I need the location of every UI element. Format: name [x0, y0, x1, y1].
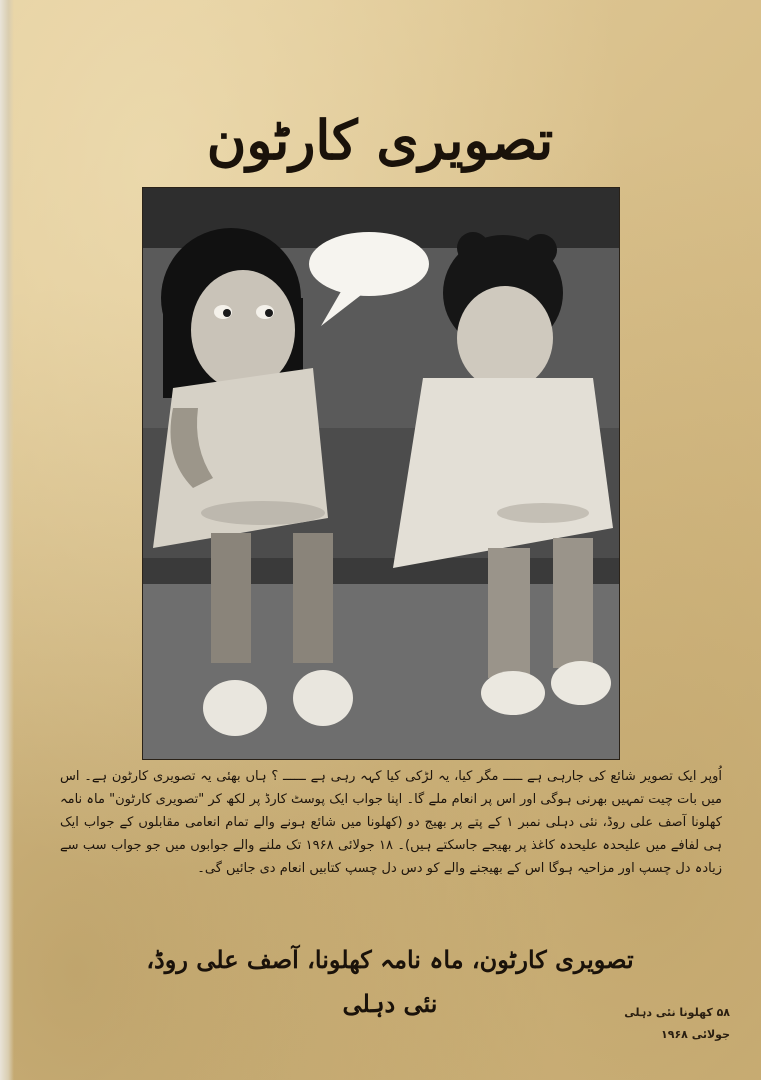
- photo-illustration: [143, 188, 619, 759]
- contest-address: تصویری کارٹون، ماہ نامہ کھلونا، آصف علی روڈ، نئی دہلی: [146, 945, 634, 1018]
- page-footer: ۵۸ کھلونا نئی دہلی جولائی ۱۹۶۸: [624, 1006, 730, 1041]
- page-edge: [0, 0, 14, 1080]
- contest-description: [60, 765, 722, 925]
- contest-paragraph: اُوپر ایک تصویر شائع کی جارہی ہے ـــــ مگر کیا، یہ لڑکی کیا کہہ رہی ہے ــــــ ؟ ہاں بھئی یہ تصویری کارٹون ہے۔ اس میں بات چیت تمہیں بھرنی ہوگی اور اس پر انعام ملے گا۔ اپنا جواب ایک پوسٹ کارڈ پر لکھ کر "تصویری کارٹون" ماہ نامہ کھلونا آصف علی روڈ، نئی دہلی نمبر ۱ کے پتے پر بھیج دو (کھلونا میں شائع ہونے والے تمام انعامی مقابلوں کے جواب ایک ہی لفافے میں علیحدہ علیحدہ کاغذ پر بھیجے جاسکتے ہیں)۔ ۱۸ جولائی ۱۹۶۸ تک ملنے والے جوابوں میں جو جواب سب سے زیادہ دل چسپ اور مزاحیہ ہوگا اس کے بھیجنے والے کو دس دل چسپ کتابیں انعام دی جائیں گی۔: [60, 769, 722, 876]
- cartoon-photo: [143, 188, 619, 759]
- page-title: تصویری کارٹون: [206, 108, 554, 172]
